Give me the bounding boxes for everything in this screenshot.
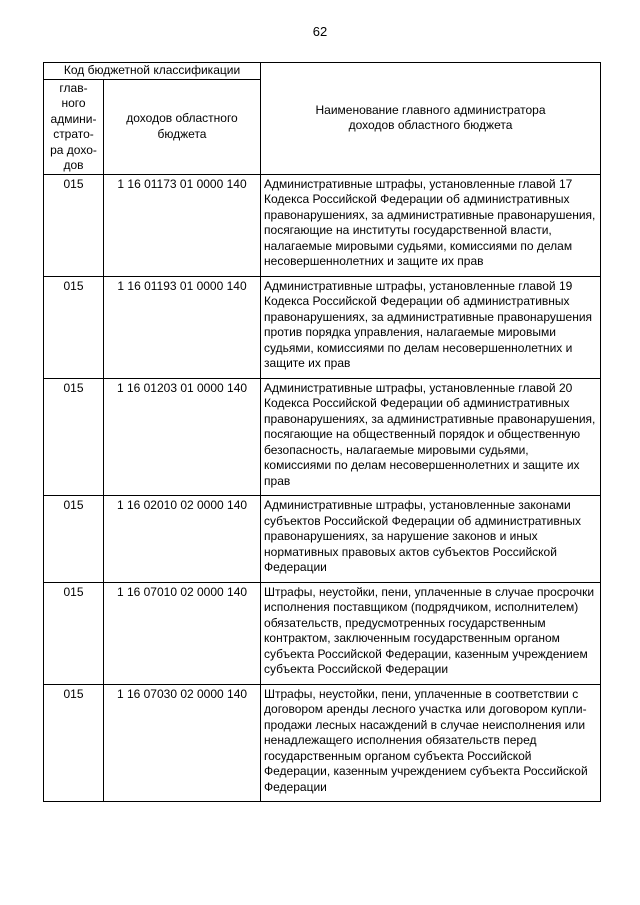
header-row-group (44, 63, 601, 80)
table-row (44, 276, 601, 378)
admin-code-cell: 015 (44, 276, 104, 378)
budget-code-cell: 1 16 01173 01 0000 140 (104, 174, 261, 276)
header-main-administrator-text: глав- ного админи- страто- ра дохо- дов (50, 80, 97, 172)
budget-code-cell: 1 16 02010 02 0000 140 (104, 496, 261, 583)
admin-code-cell: 015 (44, 684, 104, 802)
table-row (44, 496, 601, 583)
header-regional-budget-revenue-text: доходов областного бюджета (126, 111, 238, 141)
header-budget-classification-code: Код бюджетной классификации (44, 63, 261, 80)
administrator-name-cell: Административные штрафы, установленные главой 20 Кодекса Российской Федерации об административных правонарушениях, за административные правонарушения, посягающие на общественный порядок и общественную безопасность, налагаемые мировыми судьями, комиссиями по делам несовершеннолетних и защите их прав (261, 378, 601, 496)
budget-classification-table (43, 62, 601, 802)
administrator-name-cell: Штрафы, неустойки, пени, уплаченные в случае просрочки исполнения поставщиком (подрядчиком, исполнителем) обязательств, предусмотренных государственным контрактом, заключенным государственным органом субъекта Российской Федерации, казенным учреждением субъекта Российской Федерации (261, 582, 601, 684)
table-row (44, 174, 601, 276)
header-regional-budget-revenue (104, 79, 261, 174)
table-row (44, 582, 601, 684)
table-header (44, 63, 601, 175)
budget-code-cell: 1 16 07010 02 0000 140 (104, 582, 261, 684)
header-administrator-name (261, 63, 601, 175)
admin-code-cell: 015 (44, 174, 104, 276)
page-number: 62 (312, 24, 328, 39)
table-row (44, 378, 601, 496)
administrator-name-cell: Штрафы, неустойки, пени, уплаченные в соответствии с договором аренды лесного участка или договором купли-продажи лесных насаждений в случае неисполнения или ненадлежащего исполнения обязательств перед государственным органом субъекта Российской Федерации, казенным учреждением субъекта Российской Федерации (261, 684, 601, 802)
budget-code-cell: 1 16 01193 01 0000 140 (104, 276, 261, 378)
administrator-name-cell: Административные штрафы, установленные главой 17 Кодекса Российской Федерации об административных правонарушениях, за административные правонарушения, посягающие на институты государственной власти, налагаемые мировыми судьями, комиссиями по делам несовершеннолетних и защите их прав (261, 174, 601, 276)
admin-code-cell: 015 (44, 582, 104, 684)
budget-code-cell: 1 16 01203 01 0000 140 (104, 378, 261, 496)
table-body (44, 174, 601, 802)
admin-code-cell: 015 (44, 496, 104, 583)
budget-code-cell: 1 16 07030 02 0000 140 (104, 684, 261, 802)
header-administrator-name-text: Наименование главного администратора доходов областного бюджета (315, 102, 546, 133)
administrator-name-cell: Административные штрафы, установленные законами субъектов Российской Федерации об административных правонарушениях, за нарушение законов и иных нормативных правовых актов субъектов Российской Федерации (261, 496, 601, 583)
administrator-name-cell: Административные штрафы, установленные главой 19 Кодекса Российской Федерации об административных правонарушениях, за административные правонарушения против порядка управления, налагаемые мировыми судьями, комиссиями по делам несовершеннолетних и защите их прав (261, 276, 601, 378)
header-main-administrator (44, 79, 104, 174)
table-row (44, 684, 601, 802)
admin-code-cell: 015 (44, 378, 104, 496)
